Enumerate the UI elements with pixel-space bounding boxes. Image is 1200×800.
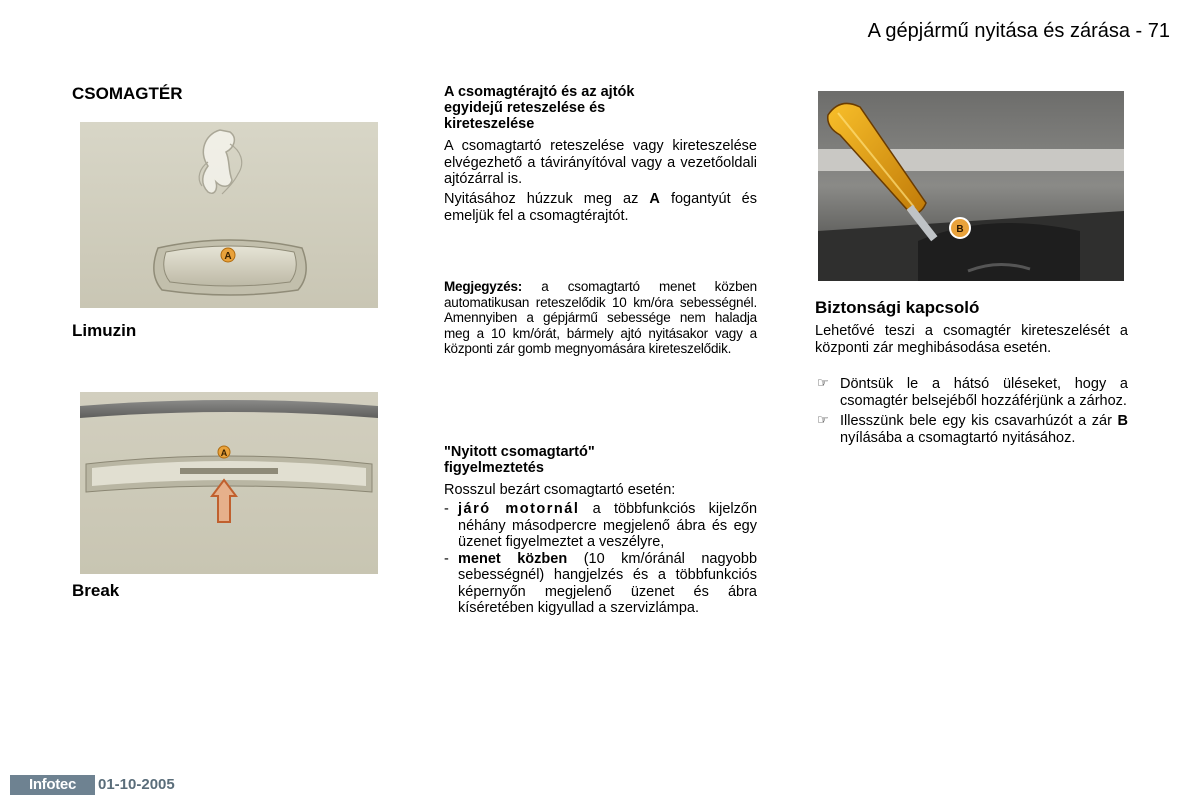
opening-text: Nyitásához húzzuk meg az <box>444 191 650 207</box>
list-item-text: (10 km/óránál nagyobb sebességnél) hangjelzés és a többfunkciós képernyőn megjelenő üzenet és ábra kíséretében kigyullad a szervizlámpa. <box>458 550 758 616</box>
lock-b-label: B <box>1117 413 1128 429</box>
handle-a-label: A <box>649 191 660 207</box>
list-item-text: Döntsük le a hátsó üléseket, hogy a csomagtér belsejéből hozzáférjünk a zárhoz. <box>840 376 1128 409</box>
heading-locking <box>444 84 764 132</box>
marker-b-label: B <box>956 224 964 235</box>
note-paragraph <box>444 279 757 357</box>
heading-locking-line: egyidejű reteszelése és <box>444 100 606 116</box>
pointing-hand-icon: ☞ <box>817 412 829 427</box>
note-label: Megjegyzés: <box>444 279 523 294</box>
heading-warning-line: "Nyitott csomagtartó" <box>444 444 595 460</box>
caption-limuzin: Limuzin <box>72 321 137 340</box>
warning-list <box>444 501 757 617</box>
opening-paragraph <box>444 191 757 224</box>
list-item <box>815 413 1128 446</box>
list-item-bold: járó motornál <box>458 501 580 517</box>
note-text: a csomagtartó menet közben automatikusan reteszelődik 10 km/óra sebességnél. Amennyiben a gépjármű sebessége nem haladja meg a 10 km/órát, bármely ajtó nyitásakor vagy a központi zár gomb megnyomására kireteszelődik. <box>444 279 757 356</box>
section-title: CSOMAGTÉR <box>72 84 183 103</box>
safety-switch-paragraph: Lehetővé teszi a csomagtér kireteszelését a központi zár meghibásodása esetén. <box>815 323 1128 356</box>
pointing-hand-icon: ☞ <box>817 375 829 390</box>
heading-warning-line: figyelmeztetés <box>444 460 544 476</box>
heading-warning <box>444 444 764 476</box>
infotec-logo: Infotec <box>10 775 95 795</box>
list-item-text: a többfunkciós kijelzőn néhány másodpercre megjelenő ábra és egy üzenet figyelmeztet a veszélyre, <box>458 501 758 550</box>
list-item <box>444 501 757 551</box>
opening-text: fogantyút és emeljük fel a csomagtérajtót. <box>444 191 757 224</box>
page-header: A gépjármű nyitása és zárása - 71 <box>867 20 1170 42</box>
heading-safety-switch: Biztonsági kapcsoló <box>815 298 980 317</box>
marker-a-label: A <box>224 251 232 262</box>
list-item-text: Illesszünk bele egy kis csavarhúzót a zár <box>840 413 1118 429</box>
caption-break: Break <box>72 581 120 600</box>
heading-locking-line: kireteszelése <box>444 116 535 132</box>
list-item-bold: menet közben <box>458 550 568 567</box>
break-trunk-photo <box>80 392 378 574</box>
safety-switch-photo <box>818 91 1124 281</box>
list-item-text: nyílásába a csomagtartó nyitásához. <box>840 429 1076 446</box>
limuzin-trunk-photo <box>80 122 378 308</box>
footer-date: 01-10-2005 <box>98 776 175 793</box>
safety-switch-list <box>815 376 1128 450</box>
marker-a-label: A <box>220 448 228 458</box>
heading-locking-line: A csomagtérajtó és az ajtók <box>444 84 635 100</box>
warning-intro: Rosszul bezárt csomagtartó esetén: <box>444 482 676 498</box>
list-item <box>815 376 1128 409</box>
locking-paragraph: A csomagtartó reteszelése vagy kireteszelése elvégezhető a távirányítóval vagy a vezetőoldali ajtózárral is. <box>444 138 757 187</box>
list-item <box>444 551 757 617</box>
